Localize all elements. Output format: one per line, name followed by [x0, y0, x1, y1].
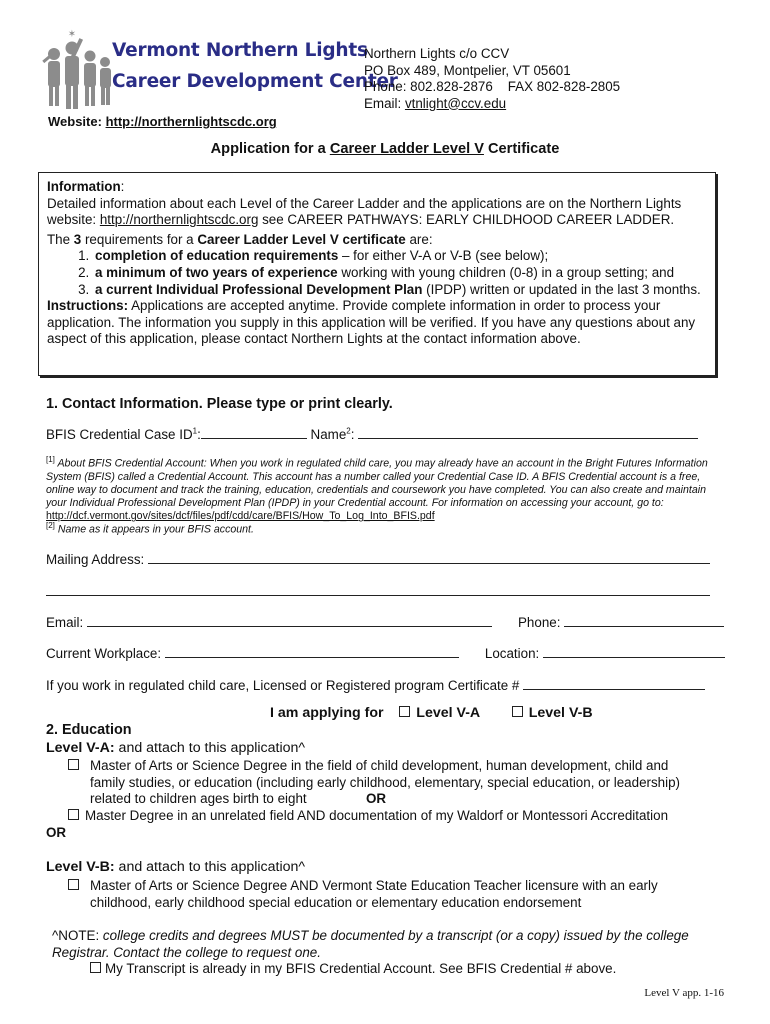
transcript-row	[90, 961, 616, 976]
req-count: 3	[73, 231, 82, 247]
svg-text:✶: ✶	[67, 29, 77, 40]
bfis-id-field[interactable]	[201, 426, 307, 439]
fn1-mark: [1]	[46, 455, 55, 464]
level-va-checkbox[interactable]	[399, 706, 410, 717]
website-line	[48, 114, 277, 129]
certificate-field[interactable]	[523, 677, 705, 690]
education-heading: 2. Education	[46, 722, 132, 738]
bfis-name-row: BFIS Credential Case $ID^1$: Name$^2$:	[46, 426, 698, 442]
va-option-2	[68, 808, 668, 823]
bfis-label: BFIS Credential Case ID	[46, 427, 193, 442]
email-label: Email:	[364, 95, 405, 111]
title-level: Career Ladder Level V	[329, 141, 484, 157]
or-separator-1: OR	[366, 791, 387, 806]
requirement-item	[93, 265, 707, 282]
va-label: Level V-A:	[46, 740, 115, 756]
info-heading-line: Information:	[47, 179, 125, 194]
requirements-list	[47, 248, 707, 298]
footnote-2	[46, 519, 254, 537]
req-cert: Career Ladder Level V certificate	[197, 231, 406, 247]
website-link[interactable]: http://northernlightscdc.org	[105, 114, 277, 129]
info-heading: Information	[47, 179, 121, 194]
mailing-address-field[interactable]	[148, 551, 710, 564]
email-field-label: Email:	[46, 615, 84, 630]
va-option-2-text: Master Degree in an unrelated field AND documentation of my Waldorf or Montessori Accreditation	[85, 808, 669, 823]
email-line	[364, 96, 620, 113]
vb-option-1-checkbox[interactable]	[68, 879, 79, 890]
note-prefix: ^NOTE:	[52, 928, 103, 943]
va-option-1-checkbox[interactable]	[68, 759, 79, 770]
fax-text: FAX 802-828-2805	[507, 79, 621, 94]
vb-option-1-text: Master of Arts or Science Degree AND Vermont State Education Teacher licensure with an early childhood, early childhood special education or elementary education endorsement	[90, 878, 658, 910]
req-intro-c: are:	[405, 231, 433, 247]
applying-label: I am applying for	[270, 705, 384, 721]
transcript-text: My Transcript is already in my BFIS Credential Account. See BFIS Credential # above.	[105, 961, 617, 976]
location-label: Location:	[484, 646, 540, 661]
name-footnote-ref: 2	[346, 426, 351, 436]
vb-label: Level V-B:	[46, 859, 115, 875]
req1-rest: – for either V-A or V-B (see below);	[338, 248, 549, 264]
mailing-label: Mailing Address:	[46, 552, 145, 567]
workplace-row	[46, 645, 725, 661]
instructions	[47, 298, 707, 348]
va-rest: and attach to this application^	[114, 740, 306, 756]
fn2-mark: [2]	[46, 521, 55, 530]
vb-option-1	[68, 878, 708, 910]
or-separator-2: OR	[46, 825, 67, 840]
instructions-label: Instructions:	[47, 298, 129, 314]
requirement-item	[93, 282, 707, 299]
page-footer: Level V app. 1-16	[644, 987, 724, 999]
level-va-heading	[46, 740, 305, 756]
info-detail-line1: Detailed information about each Level of the Career Ladder and the applications are on the Northern Lights	[47, 195, 682, 211]
note-text: college credits and degrees MUST be documented by a transcript (or a copy) issued by the college Registrar. Contact the college to request one.	[52, 928, 689, 960]
va-option-1-text: Master of Arts or Science Degree in the field of child development, human development, child and family studies, or education (including early childhood, elementary, special education, or leadership) related to children ages birth to eight	[90, 758, 681, 807]
phone-field[interactable]	[564, 614, 724, 627]
transcript-note	[52, 927, 722, 961]
mailing-row	[46, 551, 710, 567]
info-detail-prefix: website:	[47, 212, 100, 228]
va-option-1	[68, 758, 708, 807]
address-line-2: PO Box 489, Montpelier, VT 05601	[364, 62, 571, 78]
page-title	[0, 141, 770, 157]
info-website-link[interactable]: http://northernlightscdc.org	[99, 212, 259, 228]
address-line-1: Northern Lights c/o CCV	[364, 46, 510, 61]
contact-heading: 1. Contact Information. Please type or print clearly.	[46, 396, 393, 412]
bfis-help-link[interactable]: http://dcf.vermont.gov/sites/dcf/files/pdf/cdd/care/BFIS/How_To_Log_Into_BFIS.pdf	[46, 510, 435, 523]
children-silhouette-logo-icon	[42, 28, 114, 112]
req3-rest: (IPDP) written or updated in the last 3 months.	[422, 281, 701, 297]
bfis-footnote-ref: 1	[192, 426, 198, 436]
requirement-item	[93, 248, 707, 265]
req-intro-b: requirements for a	[81, 231, 198, 247]
name-label: Name	[310, 427, 347, 442]
mailing-address-field-2[interactable]	[46, 581, 710, 596]
req3-bold: a current Individual Professional Development Plan	[95, 281, 423, 297]
email-link[interactable]: vtnlight@ccv.edu	[404, 95, 507, 111]
info-detail	[47, 196, 707, 229]
level-vb-checkbox[interactable]	[512, 706, 523, 717]
footnote-1	[46, 453, 722, 524]
logo-title-line2: Career Development Center	[112, 71, 398, 92]
certificate-row	[46, 677, 705, 693]
info-detail-suffix: see CAREER PATHWAYS: EARLY CHILDHOOD CAREER LADDER.	[258, 212, 675, 228]
level-va-option: Level V-A	[416, 705, 481, 721]
name-field[interactable]	[358, 426, 698, 439]
va-option-2-checkbox[interactable]	[68, 809, 79, 820]
email-field[interactable]	[87, 614, 492, 627]
applying-for-row	[270, 705, 593, 721]
website-label: Website:	[48, 114, 106, 129]
phone-text: Phone: 802.828-2876	[364, 79, 493, 94]
vb-rest: and attach to this application^	[114, 859, 306, 875]
level-vb-option: Level V-B	[528, 705, 593, 721]
req2-rest: working with young children (0-8) in a group setting; and	[337, 264, 675, 280]
workplace-label: Current Workplace:	[46, 646, 162, 661]
certificate-label: If you work in regulated child care, Licensed or Registered program Certificate #	[46, 678, 520, 693]
level-vb-heading	[46, 859, 305, 875]
title-suffix: Certificate	[483, 141, 560, 157]
title-prefix: Application for a	[210, 141, 330, 157]
req-intro-a: The	[47, 231, 74, 247]
phone-fax-line	[364, 79, 620, 96]
phone-field-label: Phone:	[518, 615, 561, 630]
contact-address-block	[364, 46, 620, 112]
fn1-text: About BFIS Credential Account: When you work in regulated child care, you may already have an account in the Bright Futures Information System (BFIS) called a Credential Account. This account has a number called your Credential Case ID. A BFIS Credential account is a free, online way to document and track the training, education, credentials and coursework you have completed. You can also create and maintain your Individual Professional Development Plan (IPDP) in your Credential account. For information on accessing your account, go to:	[46, 457, 708, 510]
requirements-intro	[47, 232, 707, 249]
email-phone-row	[46, 614, 724, 630]
req1-bold: completion of education requirements	[95, 248, 339, 264]
information-box	[38, 172, 716, 376]
location-field[interactable]	[543, 645, 725, 658]
instructions-text: Applications are accepted anytime. Provide complete information in order to process your application. The information you supply in this application will be verified. If you have any questions about any aspect of this application, please contact Northern Lights at the contact information above.	[47, 298, 696, 347]
fn2-text: Name as it appears in your BFIS account.	[54, 523, 254, 536]
req2-bold: a minimum of two years of experience	[95, 264, 338, 280]
workplace-field[interactable]	[165, 645, 459, 658]
logo-title-line1: Vermont Northern Lights	[112, 40, 368, 61]
transcript-checkbox[interactable]	[90, 962, 101, 973]
